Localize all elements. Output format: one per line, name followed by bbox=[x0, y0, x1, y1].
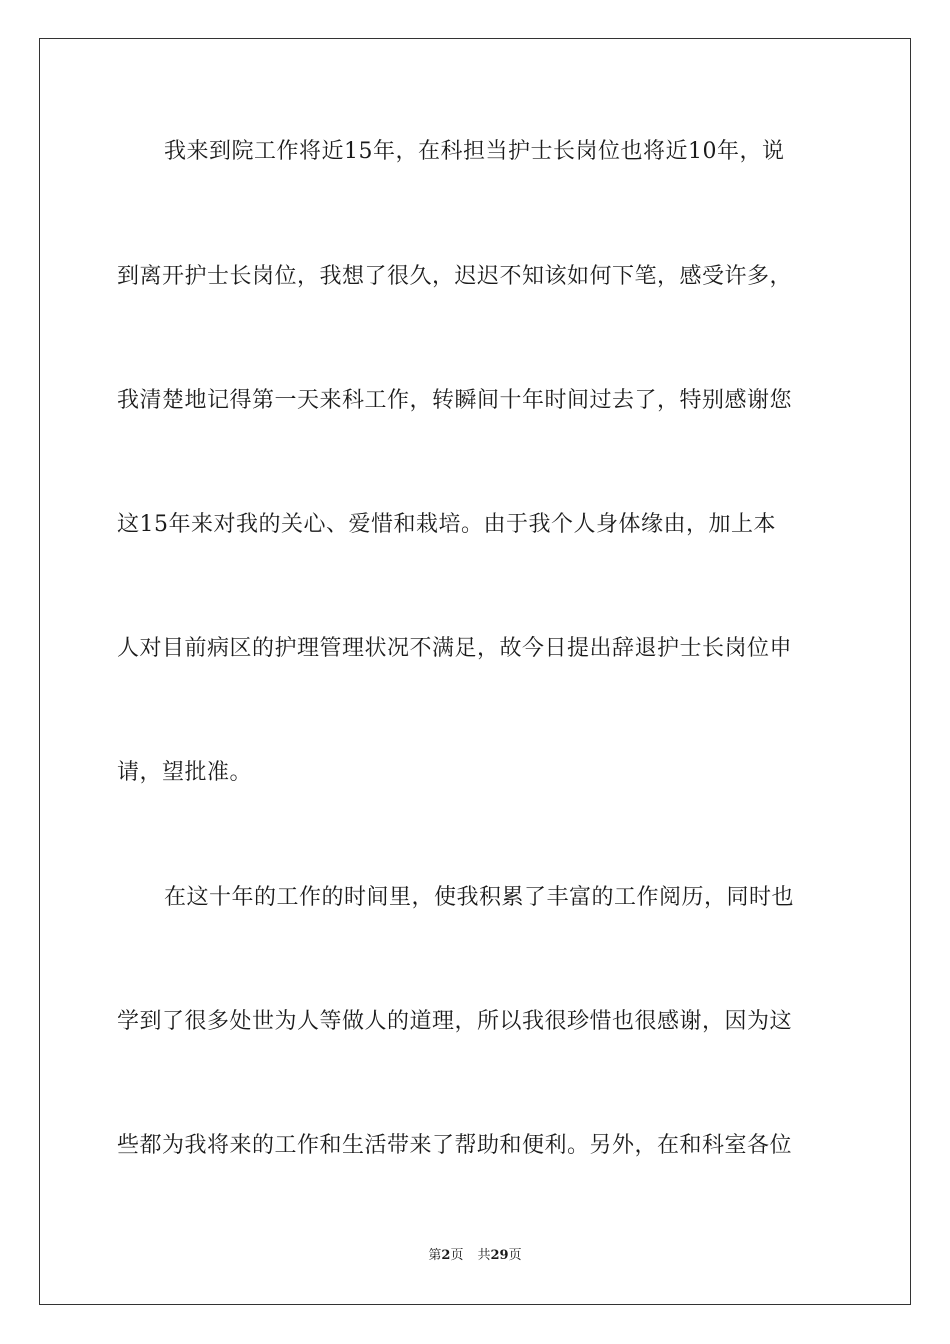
paragraph-line: 学到了很多处世为人等做人的道理，所以我很珍惜也很感谢，因为这 bbox=[117, 1009, 793, 1034]
page-border bbox=[39, 38, 911, 1305]
total-pages: 29 bbox=[490, 1248, 509, 1263]
paragraph-line: 人对目前病区的护理管理状况不满足，故今日提出辞退护士长岗位申 bbox=[117, 636, 793, 661]
page-prefix: 第 bbox=[428, 1248, 442, 1263]
paragraph-line: 到离开护士长岗位，我想了很久，迟迟不知该如何下笔，感受许多， bbox=[117, 264, 793, 289]
paragraph-line: 些都为我将来的工作和生活带来了帮助和便利。另外，在和科室各位 bbox=[117, 1133, 793, 1158]
page-suffix: 页 bbox=[450, 1248, 464, 1263]
paragraph-line: 我清楚地记得第一天来科工作，转瞬间十年时间过去了，特别感谢您 bbox=[117, 388, 793, 413]
page-footer bbox=[0, 1247, 950, 1265]
total-suffix: 页 bbox=[508, 1248, 522, 1263]
paragraph-line: 在这十年的工作的时间里，使我积累了丰富的工作阅历，同时也 bbox=[164, 885, 795, 910]
total-prefix: 共 bbox=[477, 1248, 491, 1263]
paragraph-line: 请，望批准。 bbox=[117, 760, 253, 785]
paragraph-line: 我来到院工作将近15年，在科担当护士长岗位也将近10年，说 bbox=[164, 139, 785, 164]
page-number: 2 bbox=[441, 1248, 451, 1263]
paragraph-line: 这15年来对我的关心、爱惜和栽培。由于我个人身体缘由，加上本 bbox=[117, 512, 776, 537]
